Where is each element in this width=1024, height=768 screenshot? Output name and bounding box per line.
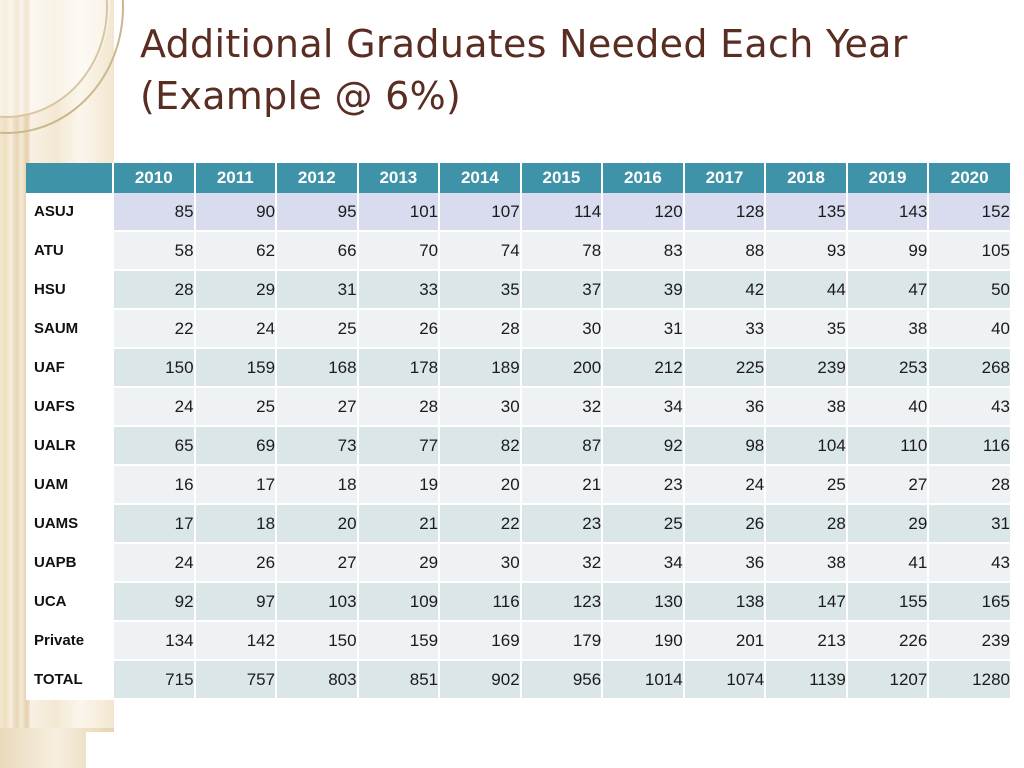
table-cell: 165: [928, 582, 1010, 621]
table-row: [26, 504, 1010, 543]
table-row: [26, 348, 1010, 387]
table-cell: 33: [684, 309, 766, 348]
table-cell: 44: [765, 270, 847, 309]
table-cell: 41: [847, 543, 929, 582]
table-cell: 130: [602, 582, 684, 621]
table-cell: 116: [439, 582, 521, 621]
table-cell: 92: [113, 582, 195, 621]
table-cell: 58: [113, 231, 195, 270]
table-cell: 1207: [847, 660, 929, 699]
table-cell: 98: [684, 426, 766, 465]
table-cell: 25: [765, 465, 847, 504]
table-cell: 225: [684, 348, 766, 387]
table-cell: 16: [113, 465, 195, 504]
table-cell: 1074: [684, 660, 766, 699]
table-cell: 110: [847, 426, 929, 465]
table-cell: 134: [113, 621, 195, 660]
table-body: [26, 193, 1010, 699]
table-cell: 28: [439, 309, 521, 348]
table-cell: 23: [602, 465, 684, 504]
table-cell: 36: [684, 543, 766, 582]
table-cell: 23: [521, 504, 603, 543]
table-row: [26, 270, 1010, 309]
table-cell: 168: [276, 348, 358, 387]
table-cell: 27: [276, 387, 358, 426]
table-column-header: 2013: [358, 163, 440, 193]
table-cell: 24: [113, 543, 195, 582]
table-cell: 62: [195, 231, 277, 270]
table-row-label: UAFS: [26, 387, 113, 426]
table-cell: 200: [521, 348, 603, 387]
table-row: [26, 426, 1010, 465]
table-cell: 116: [928, 426, 1010, 465]
table-cell: 1139: [765, 660, 847, 699]
table-cell: 128: [684, 193, 766, 231]
table-cell: 190: [602, 621, 684, 660]
table-cell: 17: [113, 504, 195, 543]
table-cell: 35: [439, 270, 521, 309]
table-cell: 93: [765, 231, 847, 270]
table-cell: 39: [602, 270, 684, 309]
table-column-header: 2016: [602, 163, 684, 193]
table-cell: 147: [765, 582, 847, 621]
table-cell: 31: [276, 270, 358, 309]
table-column-header: 2018: [765, 163, 847, 193]
table-cell: 851: [358, 660, 440, 699]
table-cell: 239: [765, 348, 847, 387]
table-cell: 24: [113, 387, 195, 426]
table-row-label: HSU: [26, 270, 113, 309]
table-cell: 189: [439, 348, 521, 387]
table-header-row: [26, 163, 1010, 193]
table-row-label: UAF: [26, 348, 113, 387]
table-cell: 70: [358, 231, 440, 270]
table-cell: 24: [195, 309, 277, 348]
table-cell: 29: [358, 543, 440, 582]
table-cell: 902: [439, 660, 521, 699]
data-table: [26, 163, 1010, 700]
table-cell: 155: [847, 582, 929, 621]
table-cell: 82: [439, 426, 521, 465]
table-cell: 19: [358, 465, 440, 504]
table-cell: 73: [276, 426, 358, 465]
table-row-label: ASUJ: [26, 193, 113, 231]
table-cell: 26: [195, 543, 277, 582]
table-cell: 69: [195, 426, 277, 465]
table-cell: 40: [928, 309, 1010, 348]
table-column-header: 2017: [684, 163, 766, 193]
table-cell: 104: [765, 426, 847, 465]
table-cell: 21: [521, 465, 603, 504]
table-cell: 95: [276, 193, 358, 231]
table-cell: 85: [113, 193, 195, 231]
table-cell: 22: [439, 504, 521, 543]
table-cell: 21: [358, 504, 440, 543]
table-cell: 38: [765, 387, 847, 426]
table-cell: 28: [765, 504, 847, 543]
table-cell: 143: [847, 193, 929, 231]
table-cell: 42: [684, 270, 766, 309]
data-table-container: [26, 163, 1010, 700]
table-cell: 150: [276, 621, 358, 660]
table-cell: 25: [602, 504, 684, 543]
table-column-header: 2014: [439, 163, 521, 193]
table-cell: 28: [928, 465, 1010, 504]
table-cell: 38: [847, 309, 929, 348]
table-cell: 159: [195, 348, 277, 387]
table-cell: 268: [928, 348, 1010, 387]
table-cell: 34: [602, 387, 684, 426]
table-row-label: Private: [26, 621, 113, 660]
table-cell: 169: [439, 621, 521, 660]
table-row: [26, 193, 1010, 231]
table-row: [26, 621, 1010, 660]
table-corner-cell: [26, 163, 113, 193]
table-column-header: 2011: [195, 163, 277, 193]
table-cell: 31: [602, 309, 684, 348]
table-cell: 178: [358, 348, 440, 387]
table-cell: 74: [439, 231, 521, 270]
table-cell: 30: [521, 309, 603, 348]
table-cell: 40: [847, 387, 929, 426]
table-cell: 35: [765, 309, 847, 348]
table-cell: 36: [684, 387, 766, 426]
table-row-label: UALR: [26, 426, 113, 465]
table-cell: 90: [195, 193, 277, 231]
table-cell: 120: [602, 193, 684, 231]
table-cell: 78: [521, 231, 603, 270]
table-row: [26, 465, 1010, 504]
table-row: [26, 231, 1010, 270]
table-cell: 715: [113, 660, 195, 699]
table-cell: 66: [276, 231, 358, 270]
table-cell: 123: [521, 582, 603, 621]
table-row-label: UCA: [26, 582, 113, 621]
table-cell: 27: [847, 465, 929, 504]
table-cell: 97: [195, 582, 277, 621]
table-cell: 18: [195, 504, 277, 543]
table-cell: 30: [439, 543, 521, 582]
table-cell: 47: [847, 270, 929, 309]
table-cell: 142: [195, 621, 277, 660]
table-row-label: UAMS: [26, 504, 113, 543]
table-header: [26, 163, 1010, 193]
table-cell: 20: [276, 504, 358, 543]
table-cell: 25: [276, 309, 358, 348]
table-cell: 757: [195, 660, 277, 699]
table-cell: 83: [602, 231, 684, 270]
table-row: [26, 387, 1010, 426]
table-cell: 43: [928, 387, 1010, 426]
table-cell: 101: [358, 193, 440, 231]
table-cell: 17: [195, 465, 277, 504]
page-title: Additional Graduates Needed Each Year (Example @ 6%): [140, 22, 908, 118]
table-row-label: UAM: [26, 465, 113, 504]
table-row-label: SAUM: [26, 309, 113, 348]
table-cell: 32: [521, 543, 603, 582]
table-cell: 1014: [602, 660, 684, 699]
table-cell: 50: [928, 270, 1010, 309]
table-cell: 213: [765, 621, 847, 660]
table-cell: 22: [113, 309, 195, 348]
table-cell: 29: [195, 270, 277, 309]
table-row-label: TOTAL: [26, 660, 113, 699]
table-cell: 103: [276, 582, 358, 621]
table-cell: 32: [521, 387, 603, 426]
corner-arc-inner: [0, 0, 108, 118]
bottom-decorative-notch: [86, 732, 114, 768]
table-row: [26, 309, 1010, 348]
table-cell: 77: [358, 426, 440, 465]
table-cell: 87: [521, 426, 603, 465]
table-row: [26, 660, 1010, 699]
table-cell: 43: [928, 543, 1010, 582]
table-cell: 109: [358, 582, 440, 621]
table-cell: 38: [765, 543, 847, 582]
table-column-header: 2010: [113, 163, 195, 193]
table-cell: 34: [602, 543, 684, 582]
table-cell: 28: [113, 270, 195, 309]
table-cell: 105: [928, 231, 1010, 270]
table-cell: 99: [847, 231, 929, 270]
table-cell: 37: [521, 270, 603, 309]
table-cell: 179: [521, 621, 603, 660]
table-column-header: 2019: [847, 163, 929, 193]
table-cell: 212: [602, 348, 684, 387]
table-cell: 30: [439, 387, 521, 426]
table-cell: 26: [684, 504, 766, 543]
table-cell: 28: [358, 387, 440, 426]
table-cell: 33: [358, 270, 440, 309]
table-cell: 26: [358, 309, 440, 348]
table-cell: 20: [439, 465, 521, 504]
table-cell: 88: [684, 231, 766, 270]
table-cell: 159: [358, 621, 440, 660]
table-cell: 152: [928, 193, 1010, 231]
table-cell: 239: [928, 621, 1010, 660]
table-row-label: UAPB: [26, 543, 113, 582]
table-cell: 18: [276, 465, 358, 504]
table-cell: 24: [684, 465, 766, 504]
table-column-header: 2012: [276, 163, 358, 193]
table-cell: 150: [113, 348, 195, 387]
table-cell: 803: [276, 660, 358, 699]
table-cell: 92: [602, 426, 684, 465]
table-cell: 25: [195, 387, 277, 426]
table-cell: 956: [521, 660, 603, 699]
table-cell: 226: [847, 621, 929, 660]
table-row: [26, 582, 1010, 621]
corner-arc-decoration: [0, 0, 130, 160]
table-cell: 114: [521, 193, 603, 231]
table-cell: 31: [928, 504, 1010, 543]
table-column-header: 2015: [521, 163, 603, 193]
table-cell: 1280: [928, 660, 1010, 699]
table-cell: 29: [847, 504, 929, 543]
table-cell: 253: [847, 348, 929, 387]
table-cell: 135: [765, 193, 847, 231]
table-cell: 27: [276, 543, 358, 582]
table-row: [26, 543, 1010, 582]
table-column-header: 2020: [928, 163, 1010, 193]
table-cell: 65: [113, 426, 195, 465]
table-cell: 138: [684, 582, 766, 621]
table-cell: 201: [684, 621, 766, 660]
table-row-label: ATU: [26, 231, 113, 270]
table-cell: 107: [439, 193, 521, 231]
